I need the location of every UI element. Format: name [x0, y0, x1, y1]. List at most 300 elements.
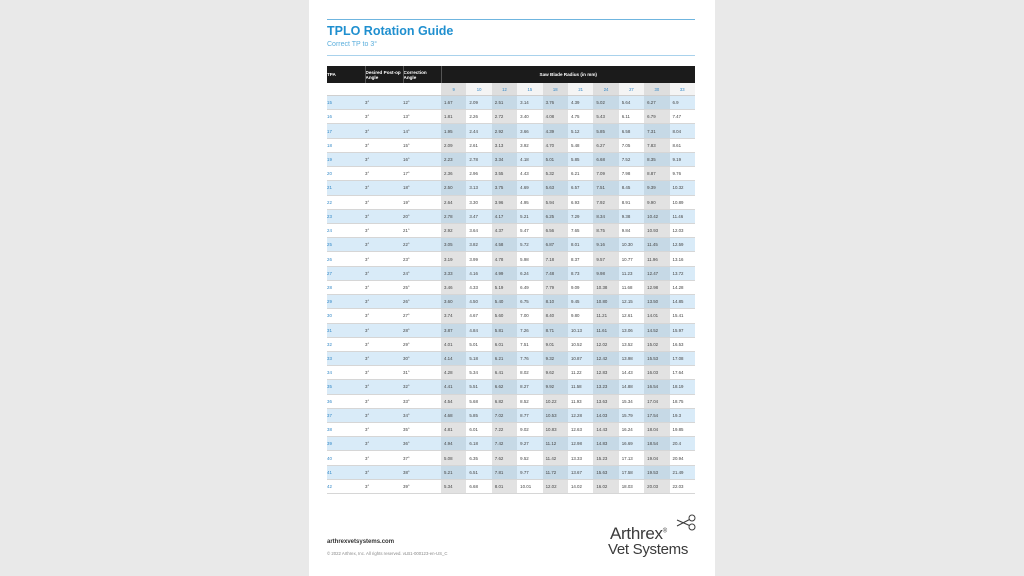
value-cell: 7.47 [670, 110, 695, 124]
correction-angle-cell: 14° [403, 124, 441, 138]
value-cell: 11.96 [644, 252, 669, 266]
tpa-cell: 22 [327, 195, 365, 209]
value-cell: 12.59 [670, 238, 695, 252]
value-cell: 11.72 [543, 465, 568, 479]
radius-header-cell: 10 [466, 83, 491, 96]
value-cell: 10.52 [568, 337, 593, 351]
value-cell: 18.04 [644, 423, 669, 437]
value-cell: 3.92 [517, 138, 542, 152]
correction-angle-cell: 23° [403, 252, 441, 266]
correction-angle-cell: 34° [403, 408, 441, 422]
value-cell: 18.19 [670, 380, 695, 394]
value-cell: 6.57 [568, 181, 593, 195]
value-cell: 4.58 [492, 238, 517, 252]
correction-angle-cell: 35° [403, 423, 441, 437]
value-cell: 1.95 [441, 124, 466, 138]
value-cell: 7.52 [619, 152, 644, 166]
footer-url[interactable]: arthrexvetsystems.com [327, 539, 395, 545]
value-cell: 5.60 [492, 309, 517, 323]
brand-logo-subtext: Vet Systems [608, 541, 689, 558]
value-cell: 10.77 [619, 252, 644, 266]
value-cell: 16.54 [644, 380, 669, 394]
footer-copyright: © 2022 Arthrex, Inc. All rights reserved. vLB1-000123-en-US_C [327, 551, 448, 556]
value-cell: 9.98 [593, 266, 618, 280]
value-cell: 15.23 [593, 451, 618, 465]
desired-angle-cell: 3° [365, 223, 403, 237]
value-cell: 12.83 [593, 366, 618, 380]
value-cell: 7.31 [644, 124, 669, 138]
value-cell: 6.82 [492, 394, 517, 408]
value-cell: 13.06 [619, 323, 644, 337]
value-cell: 8.77 [517, 408, 542, 422]
value-cell: 11.93 [568, 394, 593, 408]
value-cell: 3.64 [466, 223, 491, 237]
table-row [327, 209, 695, 223]
value-cell: 10.13 [568, 323, 593, 337]
value-cell: 9.02 [517, 423, 542, 437]
value-cell: 7.42 [492, 437, 517, 451]
tpa-cell: 33 [327, 351, 365, 365]
value-cell: 5.85 [593, 124, 618, 138]
value-cell: 4.18 [517, 152, 542, 166]
value-cell: 17.64 [670, 366, 695, 380]
correction-angle-cell: 20° [403, 209, 441, 223]
value-cell: 18.75 [670, 394, 695, 408]
subtitle-rule [327, 55, 695, 56]
table-row [327, 465, 695, 479]
desired-angle-cell: 3° [365, 238, 403, 252]
desired-angle-cell: 3° [365, 266, 403, 280]
correction-angle-cell: 18° [403, 181, 441, 195]
value-cell: 9.90 [644, 195, 669, 209]
table-row [327, 479, 695, 493]
value-cell: 15.41 [670, 309, 695, 323]
radius-header-cell: 27 [619, 83, 644, 96]
value-cell: 13.63 [593, 394, 618, 408]
tpa-cell: 19 [327, 152, 365, 166]
value-cell: 17.13 [619, 451, 644, 465]
radius-header-cell: 24 [593, 83, 618, 96]
value-cell: 8.34 [593, 209, 618, 223]
table-row [327, 437, 695, 451]
value-cell: 16.53 [670, 337, 695, 351]
value-cell: 5.64 [619, 96, 644, 110]
correction-angle-cell: 19° [403, 195, 441, 209]
value-cell: 5.48 [568, 138, 593, 152]
value-cell: 14.02 [568, 479, 593, 493]
correction-angle-cell: 12° [403, 96, 441, 110]
value-cell: 16.03 [644, 366, 669, 380]
tpa-cell: 31 [327, 323, 365, 337]
value-cell: 17.08 [670, 351, 695, 365]
value-cell: 3.14 [517, 96, 542, 110]
value-cell: 6.01 [466, 423, 491, 437]
value-cell: 10.30 [619, 238, 644, 252]
value-cell: 20.94 [670, 451, 695, 465]
value-cell: 2.78 [466, 152, 491, 166]
value-cell: 17.04 [644, 394, 669, 408]
table-row [327, 423, 695, 437]
value-cell: 7.00 [517, 309, 542, 323]
value-cell: 15.97 [670, 323, 695, 337]
desired-angle-cell: 3° [365, 323, 403, 337]
correction-angle-cell: 16° [403, 152, 441, 166]
value-cell: 5.47 [517, 223, 542, 237]
value-cell: 5.94 [543, 195, 568, 209]
value-cell: 11.22 [568, 366, 593, 380]
value-cell: 5.63 [543, 181, 568, 195]
value-cell: 5.34 [466, 366, 491, 380]
tpa-cell: 20 [327, 167, 365, 181]
tpa-cell: 35 [327, 380, 365, 394]
correction-angle-cell: 13° [403, 110, 441, 124]
value-cell: 3.60 [441, 295, 466, 309]
value-cell: 9.01 [543, 337, 568, 351]
desired-angle-cell: 3° [365, 437, 403, 451]
value-cell: 9.19 [670, 152, 695, 166]
desired-angle-cell: 3° [365, 280, 403, 294]
value-cell: 9.27 [517, 437, 542, 451]
value-cell: 7.76 [517, 351, 542, 365]
value-cell: 3.40 [517, 110, 542, 124]
value-cell: 10.01 [517, 479, 542, 493]
value-cell: 5.08 [441, 451, 466, 465]
tpa-cell: 27 [327, 266, 365, 280]
value-cell: 12.98 [568, 437, 593, 451]
value-cell: 2.61 [466, 138, 491, 152]
value-cell: 4.67 [466, 309, 491, 323]
table-row [327, 380, 695, 394]
table-row [327, 280, 695, 294]
desired-angle-cell: 3° [365, 451, 403, 465]
desired-angle-cell: 3° [365, 96, 403, 110]
tpa-cell: 40 [327, 451, 365, 465]
table-row [327, 195, 695, 209]
value-cell: 4.84 [466, 323, 491, 337]
value-cell: 3.30 [466, 195, 491, 209]
value-cell: 14.52 [644, 323, 669, 337]
value-cell: 7.51 [593, 181, 618, 195]
value-cell: 8.04 [670, 124, 695, 138]
value-cell: 22.03 [670, 479, 695, 493]
correction-angle-cell: 24° [403, 266, 441, 280]
value-cell: 7.81 [492, 465, 517, 479]
value-cell: 8.71 [543, 323, 568, 337]
value-cell: 10.89 [670, 195, 695, 209]
correction-angle-cell: 21° [403, 223, 441, 237]
value-cell: 8.02 [517, 366, 542, 380]
value-cell: 7.79 [543, 280, 568, 294]
radius-header-row [327, 83, 695, 96]
value-cell: 4.28 [441, 366, 466, 380]
value-cell: 19.04 [644, 451, 669, 465]
value-cell: 12.28 [568, 408, 593, 422]
value-cell: 18.54 [644, 437, 669, 451]
value-cell: 11.58 [568, 380, 593, 394]
value-cell: 2.92 [441, 223, 466, 237]
value-cell: 9.76 [670, 167, 695, 181]
value-cell: 4.14 [441, 351, 466, 365]
value-cell: 9.77 [517, 465, 542, 479]
tpa-cell: 41 [327, 465, 365, 479]
value-cell: 4.54 [441, 394, 466, 408]
value-cell: 9.39 [644, 181, 669, 195]
tpa-cell: 21 [327, 181, 365, 195]
desired-angle-cell: 3° [365, 408, 403, 422]
tpa-cell: 25 [327, 238, 365, 252]
value-cell: 9.32 [543, 351, 568, 365]
value-cell: 6.56 [543, 223, 568, 237]
value-cell: 3.74 [441, 309, 466, 323]
value-cell: 4.39 [543, 124, 568, 138]
value-cell: 5.32 [543, 167, 568, 181]
value-cell: 7.18 [543, 252, 568, 266]
value-cell: 2.51 [492, 96, 517, 110]
value-cell: 2.64 [441, 195, 466, 209]
correction-angle-cell: 27° [403, 309, 441, 323]
value-cell: 20.4 [670, 437, 695, 451]
table-row [327, 110, 695, 124]
value-cell: 14.03 [593, 408, 618, 422]
value-cell: 2.78 [441, 209, 466, 223]
value-cell: 5.21 [517, 209, 542, 223]
table-row [327, 295, 695, 309]
value-cell: 9.84 [619, 223, 644, 237]
value-cell: 12.61 [619, 309, 644, 323]
value-cell: 5.02 [593, 96, 618, 110]
value-cell: 9.16 [593, 238, 618, 252]
value-cell: 5.40 [492, 295, 517, 309]
value-cell: 11.68 [619, 280, 644, 294]
radius-spacer [327, 83, 365, 96]
value-cell: 5.85 [466, 408, 491, 422]
value-cell: 11.12 [543, 437, 568, 451]
value-cell: 6.9 [670, 96, 695, 110]
desired-angle-cell: 3° [365, 181, 403, 195]
table-row [327, 394, 695, 408]
value-cell: 10.22 [543, 394, 568, 408]
value-cell: 13.72 [670, 266, 695, 280]
value-cell: 13.52 [619, 337, 644, 351]
correction-angle-cell: 32° [403, 380, 441, 394]
desired-angle-cell: 3° [365, 479, 403, 493]
desired-angle-cell: 3° [365, 110, 403, 124]
value-cell: 4.17 [492, 209, 517, 223]
value-cell: 2.23 [441, 152, 466, 166]
header-correction-angle: Correction Angle [403, 66, 441, 83]
value-cell: 2.50 [441, 181, 466, 195]
value-cell: 6.11 [619, 110, 644, 124]
value-cell: 5.34 [441, 479, 466, 493]
value-cell: 5.68 [466, 394, 491, 408]
value-cell: 21.49 [670, 465, 695, 479]
table-row [327, 96, 695, 110]
value-cell: 2.72 [492, 110, 517, 124]
value-cell: 12.42 [593, 351, 618, 365]
desired-angle-cell: 3° [365, 167, 403, 181]
table-row [327, 366, 695, 380]
table-row [327, 323, 695, 337]
radius-header-cell: 33 [670, 83, 695, 96]
value-cell: 3.46 [441, 280, 466, 294]
value-cell: 4.81 [441, 423, 466, 437]
value-cell: 13.23 [593, 380, 618, 394]
value-cell: 3.13 [466, 181, 491, 195]
header-desired-angle: Desired Post-op Angle [365, 66, 403, 83]
value-cell: 4.75 [568, 110, 593, 124]
tpa-cell: 16 [327, 110, 365, 124]
value-cell: 4.08 [543, 110, 568, 124]
value-cell: 6.41 [492, 366, 517, 380]
value-cell: 8.37 [568, 252, 593, 266]
value-cell: 14.43 [619, 366, 644, 380]
value-cell: 9.38 [619, 209, 644, 223]
table-row [327, 167, 695, 181]
value-cell: 7.09 [593, 167, 618, 181]
tpa-cell: 36 [327, 394, 365, 408]
value-cell: 7.83 [644, 138, 669, 152]
value-cell: 5.12 [568, 124, 593, 138]
value-cell: 3.55 [492, 167, 517, 181]
value-cell: 7.62 [492, 451, 517, 465]
tpa-cell: 23 [327, 209, 365, 223]
value-cell: 17.54 [644, 408, 669, 422]
value-cell: 5.98 [517, 252, 542, 266]
value-cell: 2.44 [466, 124, 491, 138]
tpa-cell: 38 [327, 423, 365, 437]
value-cell: 6.49 [517, 280, 542, 294]
value-cell: 16.02 [593, 479, 618, 493]
desired-angle-cell: 3° [365, 465, 403, 479]
desired-angle-cell: 3° [365, 394, 403, 408]
value-cell: 8.87 [644, 167, 669, 181]
value-cell: 13.67 [568, 465, 593, 479]
value-cell: 14.01 [644, 309, 669, 323]
value-cell: 14.83 [593, 437, 618, 451]
value-cell: 6.75 [517, 295, 542, 309]
radius-header-cell: 18 [543, 83, 568, 96]
value-cell: 4.16 [466, 266, 491, 280]
value-cell: 10.38 [593, 280, 618, 294]
value-cell: 6.62 [492, 380, 517, 394]
desired-angle-cell: 3° [365, 152, 403, 166]
value-cell: 7.51 [517, 337, 542, 351]
correction-angle-cell: 30° [403, 351, 441, 365]
value-cell: 6.01 [492, 337, 517, 351]
value-cell: 15.79 [619, 408, 644, 422]
value-cell: 4.94 [441, 437, 466, 451]
value-cell: 6.87 [543, 238, 568, 252]
value-cell: 10.80 [593, 295, 618, 309]
value-cell: 11.46 [670, 209, 695, 223]
value-cell: 6.35 [466, 451, 491, 465]
correction-angle-cell: 39° [403, 479, 441, 493]
correction-angle-cell: 29° [403, 337, 441, 351]
table-row [327, 451, 695, 465]
value-cell: 16.24 [619, 423, 644, 437]
value-cell: 3.33 [441, 266, 466, 280]
value-cell: 2.36 [441, 167, 466, 181]
table-row [327, 124, 695, 138]
value-cell: 6.21 [568, 167, 593, 181]
value-cell: 15.34 [619, 394, 644, 408]
value-cell: 5.85 [568, 152, 593, 166]
value-cell: 8.35 [644, 152, 669, 166]
value-cell: 4.33 [466, 280, 491, 294]
correction-angle-cell: 37° [403, 451, 441, 465]
value-cell: 3.13 [492, 138, 517, 152]
value-cell: 2.96 [466, 167, 491, 181]
tpa-cell: 28 [327, 280, 365, 294]
desired-angle-cell: 3° [365, 124, 403, 138]
value-cell: 7.22 [492, 423, 517, 437]
desired-angle-cell: 3° [365, 337, 403, 351]
value-cell: 8.73 [568, 266, 593, 280]
tpa-cell: 24 [327, 223, 365, 237]
radius-spacer [403, 83, 441, 96]
value-cell: 11.42 [543, 451, 568, 465]
value-cell: 4.78 [492, 252, 517, 266]
desired-angle-cell: 3° [365, 295, 403, 309]
table-body [327, 96, 695, 494]
value-cell: 3.75 [492, 181, 517, 195]
value-cell: 13.16 [670, 252, 695, 266]
value-cell: 11.45 [644, 238, 669, 252]
value-cell: 13.98 [619, 351, 644, 365]
value-cell: 5.18 [466, 351, 491, 365]
value-cell: 11.21 [593, 309, 618, 323]
value-cell: 3.76 [543, 96, 568, 110]
value-cell: 6.27 [593, 138, 618, 152]
value-cell: 15.63 [593, 465, 618, 479]
value-cell: 20.03 [644, 479, 669, 493]
value-cell: 10.32 [670, 181, 695, 195]
value-cell: 6.58 [619, 124, 644, 138]
value-cell: 3.47 [466, 209, 491, 223]
value-cell: 7.92 [593, 195, 618, 209]
value-cell: 3.34 [492, 152, 517, 166]
radius-header-cell: 21 [568, 83, 593, 96]
value-cell: 3.82 [466, 238, 491, 252]
radius-header-cell: 9 [441, 83, 466, 96]
brand-logo-text: Arthrex® [610, 524, 667, 543]
value-cell: 3.66 [517, 124, 542, 138]
value-cell: 9.92 [543, 380, 568, 394]
value-cell: 6.27 [644, 96, 669, 110]
value-cell: 8.01 [492, 479, 517, 493]
rotation-table [327, 66, 695, 494]
table-row [327, 337, 695, 351]
desired-angle-cell: 3° [365, 252, 403, 266]
tpa-cell: 17 [327, 124, 365, 138]
value-cell: 5.01 [466, 337, 491, 351]
value-cell: 12.47 [644, 266, 669, 280]
value-cell: 19.3 [670, 408, 695, 422]
tpa-cell: 30 [327, 309, 365, 323]
radius-header-cell: 30 [644, 83, 669, 96]
value-cell: 19.85 [670, 423, 695, 437]
value-cell: 8.10 [543, 295, 568, 309]
correction-angle-cell: 26° [403, 295, 441, 309]
value-cell: 8.01 [568, 238, 593, 252]
radius-header-cell: 12 [492, 83, 517, 96]
value-cell: 4.41 [441, 380, 466, 394]
value-cell: 17.58 [619, 465, 644, 479]
value-cell: 6.18 [466, 437, 491, 451]
value-cell: 2.09 [441, 138, 466, 152]
value-cell: 2.09 [466, 96, 491, 110]
correction-angle-cell: 28° [403, 323, 441, 337]
